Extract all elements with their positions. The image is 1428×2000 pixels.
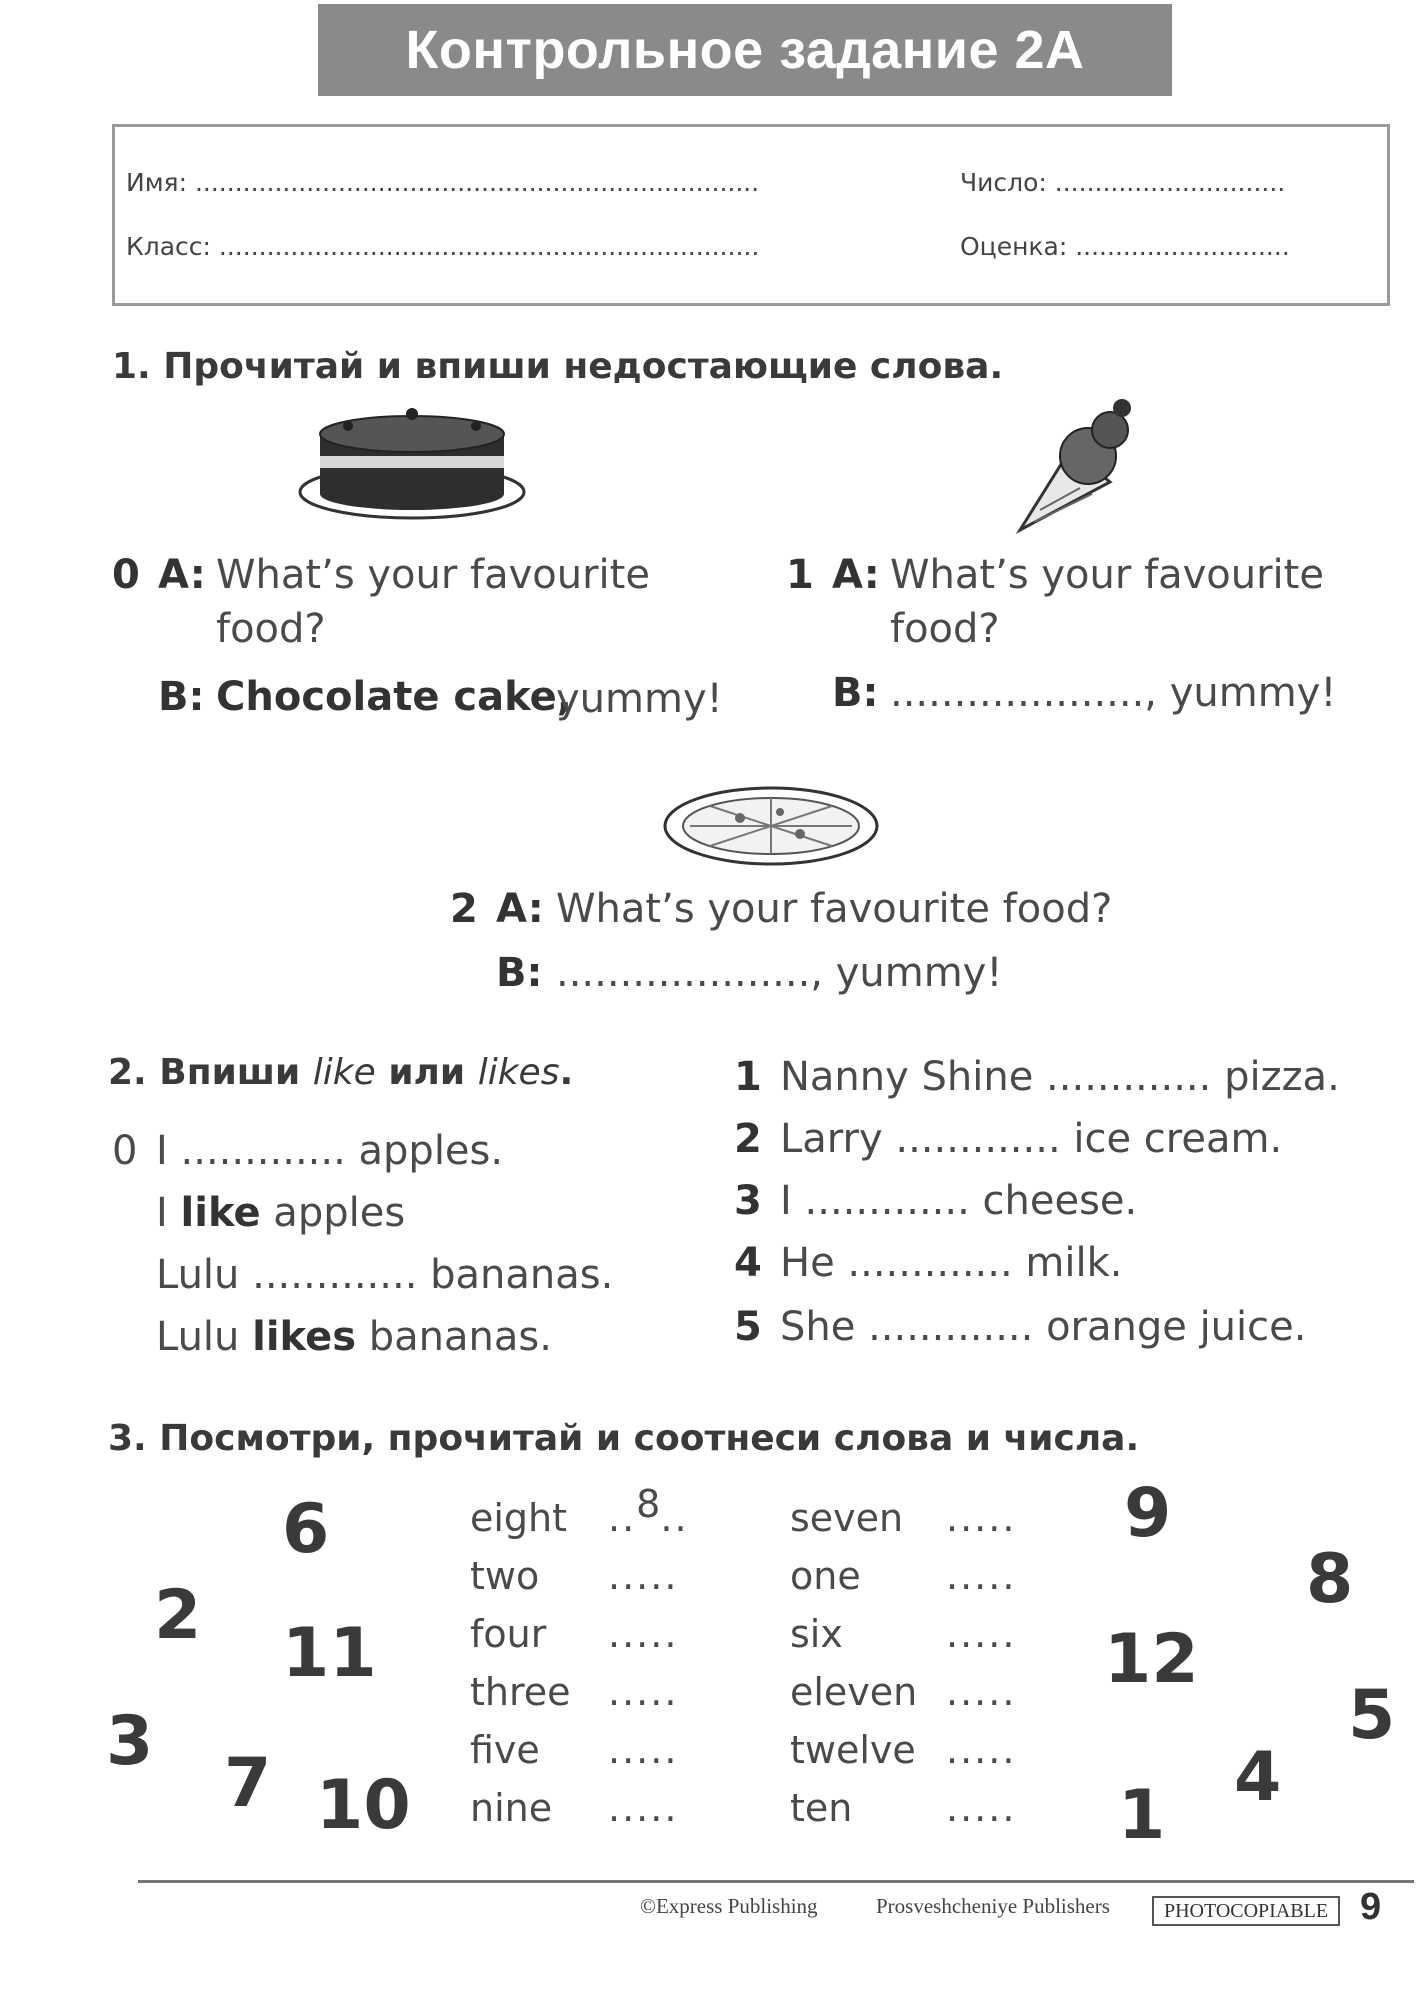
ice-cream-icon [1000, 390, 1140, 540]
blank-eight[interactable]: ..8.. [608, 1482, 689, 1540]
ex2-item-3-text[interactable]: I ............. cheese. [780, 1178, 1138, 1224]
footer-divider [138, 1880, 1414, 1883]
exercise-3-heading: 3. Посмотри, прочитай и соотнеси слова и числа. [108, 1418, 1140, 1459]
word-six: six [790, 1612, 843, 1656]
blank-two[interactable]: ..... [608, 1554, 679, 1598]
blank-five[interactable]: ..... [608, 1728, 679, 1772]
exercise-1-heading: 1. Прочитай и впиши недостающие слова. [112, 346, 1004, 387]
ex2-example-question-1: I ............. apples. [156, 1128, 504, 1174]
number-9: 9 [1124, 1474, 1172, 1553]
ex2-item-1-number: 1 [734, 1054, 762, 1100]
number-1: 1 [1118, 1776, 1166, 1855]
title-banner [318, 4, 1172, 96]
exercise-2-heading: 2. Впиши like или likes. [108, 1052, 574, 1093]
item-0-b-label: B: [158, 674, 205, 720]
word-twelve: twelve [790, 1728, 916, 1772]
ex2-example-question-2: Lulu ............. bananas. [156, 1252, 614, 1298]
number-8: 8 [1306, 1540, 1354, 1619]
grade-field[interactable]: Оценка: ........................... [960, 232, 1290, 261]
item-1-question-line-2: food? [890, 606, 1000, 652]
ex2-item-5-text[interactable]: She ............. orange juice. [780, 1304, 1307, 1350]
name-field[interactable]: Имя: ....................................................................... [126, 168, 760, 197]
student-info-box [112, 124, 1390, 306]
blank-nine[interactable]: ..... [608, 1786, 679, 1830]
footer-copyright: ©Express Publishing [640, 1894, 818, 1918]
number-12: 12 [1104, 1620, 1199, 1699]
number-2: 2 [154, 1576, 202, 1655]
class-field[interactable]: Класс: .................................................................... [126, 232, 760, 261]
item-0-yummy: yummy! [556, 676, 723, 722]
ex2-item-3-number: 3 [734, 1178, 762, 1224]
photocopiable-badge: PHOTOCOPIABLE [1152, 1896, 1340, 1926]
blank-seven[interactable]: ..... [946, 1496, 1017, 1540]
blank-one[interactable]: ..... [946, 1554, 1017, 1598]
word-five: five [470, 1728, 540, 1772]
item-1-answer-blank[interactable]: ...................., yummy! [890, 670, 1337, 716]
ex2-item-1-text[interactable]: Nanny Shine ............. pizza. [780, 1054, 1340, 1100]
word-seven: seven [790, 1496, 904, 1540]
word-four: four [470, 1612, 547, 1656]
pizza-icon [660, 782, 882, 870]
word-ten: ten [790, 1786, 853, 1830]
chocolate-cake-icon [296, 404, 528, 528]
word-eleven: eleven [790, 1670, 918, 1714]
number-7: 7 [224, 1744, 272, 1823]
ex2-example-answer-2: Lulu likes bananas. [156, 1314, 552, 1360]
item-2-a-label: A: [496, 886, 544, 932]
number-11: 11 [282, 1614, 377, 1693]
ex2-item-2-text[interactable]: Larry ............. ice cream. [780, 1116, 1283, 1162]
blank-ten[interactable]: ..... [946, 1786, 1017, 1830]
blank-four[interactable]: ..... [608, 1612, 679, 1656]
word-one: one [790, 1554, 861, 1598]
blank-twelve[interactable]: ..... [946, 1728, 1017, 1772]
ex2-item-4-number: 4 [734, 1240, 762, 1286]
footer-publisher: Prosveshcheniye Publishers [876, 1894, 1110, 1918]
item-1-number: 1 [786, 552, 814, 598]
item-0-question-line-2: food? [216, 606, 326, 652]
item-2-number: 2 [450, 886, 478, 932]
number-3: 3 [106, 1702, 154, 1781]
word-nine: nine [470, 1786, 553, 1830]
word-eight: eight [470, 1496, 568, 1540]
word-two: two [470, 1554, 540, 1598]
ex2-item-5-number: 5 [734, 1304, 762, 1350]
item-1-a-label: A: [832, 552, 880, 598]
page-number: 9 [1360, 1886, 1382, 1928]
ex2-item-2-number: 2 [734, 1116, 762, 1162]
item-2-question: What’s your favourite food? [556, 886, 1113, 932]
blank-three[interactable]: ..... [608, 1670, 679, 1714]
number-4: 4 [1234, 1738, 1282, 1817]
page-title: Контрольное задание 2A [405, 20, 1085, 80]
number-5: 5 [1348, 1676, 1396, 1755]
answer-eight: 8 [636, 1482, 661, 1526]
item-1-question-line-1: What’s your favourite [890, 552, 1324, 598]
item-0-question-line-1: What’s your favourite [216, 552, 650, 598]
item-2-b-label: B: [496, 950, 543, 996]
ex2-example-answer-1: I like apples [156, 1190, 406, 1236]
word-three: three [470, 1670, 571, 1714]
item-0-answer: Chocolate cake, [216, 674, 572, 720]
ex2-item-4-text[interactable]: He ............. milk. [780, 1240, 1123, 1286]
ex2-example-number: 0 [112, 1128, 138, 1174]
blank-six[interactable]: ..... [946, 1612, 1017, 1656]
item-2-answer-blank[interactable]: ...................., yummy! [556, 950, 1003, 996]
item-1-b-label: B: [832, 670, 879, 716]
item-0-a-label: A: [158, 552, 206, 598]
number-10: 10 [316, 1766, 411, 1845]
number-6: 6 [282, 1490, 330, 1569]
item-0-number: 0 [112, 552, 140, 598]
blank-eleven[interactable]: ..... [946, 1670, 1017, 1714]
date-field[interactable]: Число: ............................. [960, 168, 1286, 197]
